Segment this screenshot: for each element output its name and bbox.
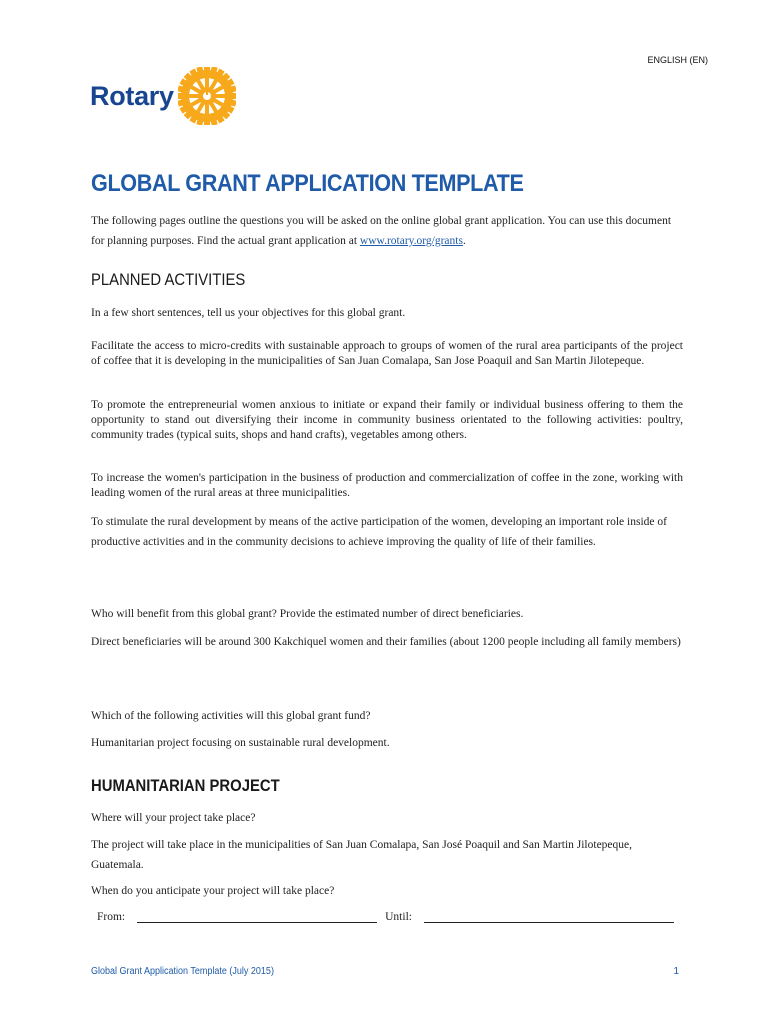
beneficiaries-question: Who will benefit from this global grant? Provide the estimated number of direct beneficiaries. [91,608,524,620]
beneficiaries-answer: Direct beneficiaries will be around 300 Kakchiquel women and their families (about 1200 people including all family members) [91,636,681,648]
location-question: Where will your project take place? [91,812,256,824]
intro-text: The following pages outline the questions you will be asked on the online global grant application. You can use this document for planning purposes. Find the actual grant application at [91,215,672,247]
objective-answer-1: Facilitate the access to micro-credits with sustainable approach to groups of women of the rural area participants of the project of coffee that it is developing in the municipalities of San Juan Comalapa, San Jose Poaquil and San Martin Jilotepeque. [91,340,683,367]
footer-document-title: Global Grant Application Template (July 2015) [91,966,274,977]
from-date-field[interactable] [137,910,377,923]
language-label: ENGLISH (EN) [647,55,708,65]
grants-link[interactable]: www.rotary.org/grants [359,235,463,247]
planned-activities-heading: PLANNED ACTIVITIES [91,271,246,289]
location-answer: The project will take place in the municipalities of San Juan Comalapa, San José Poaquil and San Martin Jilotepeque, Guatemala. [91,839,633,871]
objective-answer-2: To promote the entrepreneurial women anxious to initiate or expand their family or individual business offering to them the opportunity to stand out diversifying their income in community business orientated to the following activities: poultry, community trades (typical suits, shops and hand crafts), vegetables among others. [91,399,683,441]
page-number: 1 [673,966,679,977]
activities-question: Which of the following activities will this global grant fund? [91,710,371,722]
timing-question: When do you anticipate your project will take place? [91,885,335,897]
date-range-row [91,910,683,923]
until-label: Until: [385,911,412,923]
from-label: From: [97,911,126,923]
rotary-wheel-icon [178,67,236,125]
objective-answer-4: To stimulate the rural development by means of the active participation of the women, developing an important role inside of productive activities and in the community decisions to achieve improving the quality of life of their families. [91,516,667,548]
intro-text-end: . [462,235,466,247]
until-date-field[interactable] [424,910,674,923]
logo-wordmark: Rotary [90,80,174,111]
rotary-logo [90,66,236,126]
intro-paragraph [91,211,683,251]
page-title: GLOBAL GRANT APPLICATION TEMPLATE [91,170,524,197]
activities-answer: Humanitarian project focusing on sustainable rural development. [91,737,390,749]
objectives-question: In a few short sentences, tell us your objectives for this global grant. [91,307,406,319]
objective-answer-3: To increase the women's participation in the business of production and commercialization of coffee in the zone, working with leading women of the rural areas at three municipalities. [91,472,683,499]
humanitarian-project-heading: HUMANITARIAN PROJECT [91,777,280,795]
